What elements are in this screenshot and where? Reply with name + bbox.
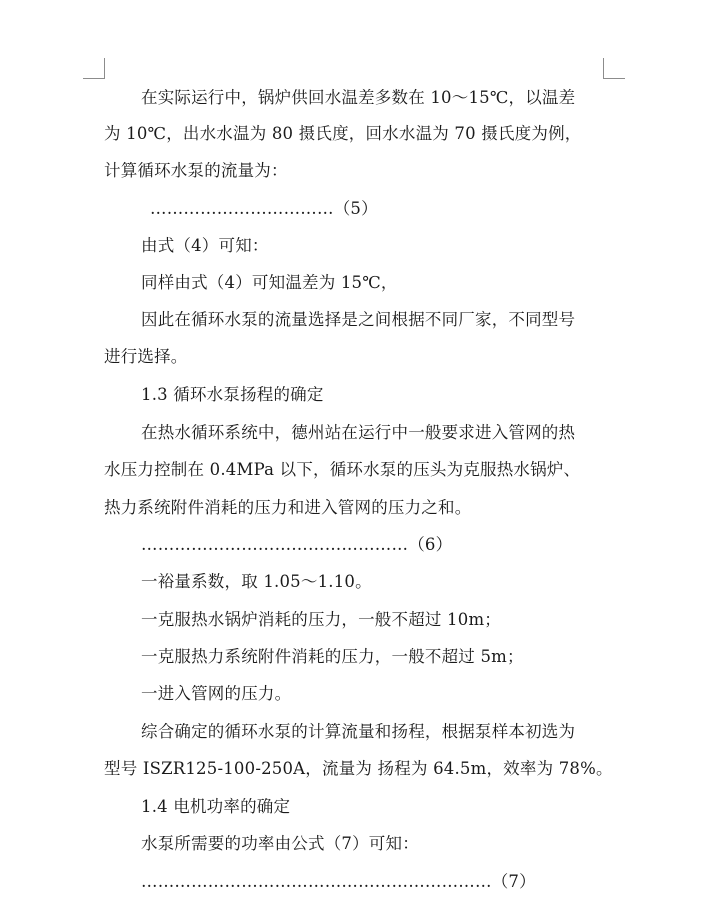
section-heading-1-3: 1.3 循环水泵扬程的确定 xyxy=(141,385,324,404)
paragraph-line: 为 10℃，出水水温为 80 摄氏度，回水水温为 70 摄氏度为例， xyxy=(104,124,582,143)
paragraph-line: 计算循环水泵的流量为： xyxy=(104,161,288,180)
equation-placeholder-7: ………………………………………………………（7） xyxy=(141,872,536,891)
variable-definition: 一裕量系数，取 1.05～1.10。 xyxy=(141,572,372,591)
paragraph-line: 水泵所需要的功率由公式（7）可知： xyxy=(141,834,419,853)
paragraph-line: 型号 ISZR125-100-250A，流量为 扬程为 64.5m，效率为 78%。 xyxy=(104,759,613,778)
paragraph-line: 同样由式（4）可知温差为 15℃， xyxy=(141,273,398,292)
section-heading-1-4: 1.4 电机功率的确定 xyxy=(141,797,291,816)
equation-placeholder-5: ……………………………（5） xyxy=(150,199,378,218)
paragraph-line: 进行选择。 xyxy=(104,347,188,366)
variable-definition: 一进入管网的压力。 xyxy=(141,684,292,703)
paragraph-line: 由式（4）可知： xyxy=(141,236,269,255)
paragraph-line: 在热水循环系统中，德州站在运行中一般要求进入管网的热 xyxy=(141,423,576,442)
paragraph-line: 在实际运行中，锅炉供回水温差多数在 10～15℃，以温差 xyxy=(141,88,576,107)
crop-mark-top-right xyxy=(603,58,625,79)
paragraph-line: 热力系统附件消耗的压力和进入管网的压力之和。 xyxy=(104,498,472,517)
variable-definition: 一克服热力系统附件消耗的压力，一般不超过 5m； xyxy=(141,647,524,666)
paragraph-line: 水压力控制在 0.4MPa 以下，循环水泵的压头为克服热水锅炉、 xyxy=(104,460,581,479)
paragraph-line: 综合确定的循环水泵的计算流量和扬程，根据泵样本初选为 xyxy=(141,722,576,741)
variable-definition: 一克服热水锅炉消耗的压力，一般不超过 10m； xyxy=(141,610,501,629)
paragraph-line: 因此在循环水泵的流量选择是之间根据不同厂家，不同型号 xyxy=(141,310,576,329)
crop-mark-top-left xyxy=(83,58,105,79)
equation-placeholder-6: …………………………………………（6） xyxy=(141,535,453,554)
